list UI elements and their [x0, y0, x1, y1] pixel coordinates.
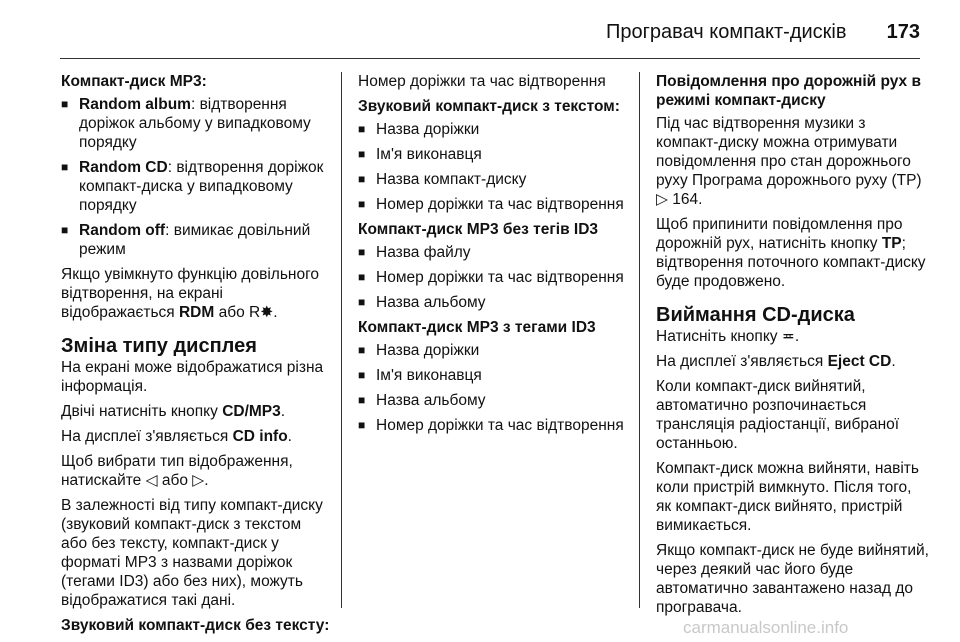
- text: Під час відтворення музики з компакт-диску можна отримувати повідомлення про стан дорожнього руху Програма дорожнього руху (TP): [656, 115, 922, 189]
- paragraph: [656, 352, 930, 371]
- column-divider-1: [341, 72, 342, 608]
- list-item-term: Random off: [79, 222, 166, 239]
- rdm-label: RDM: [178, 304, 215, 321]
- list-item-text: : відтворення доріжок компакт-диска у випадковому порядку: [79, 159, 324, 214]
- list-item: ■ Ім'я виконавця: [358, 366, 632, 385]
- list-item: ■ Назва доріжки: [358, 341, 632, 360]
- text: .: [273, 304, 278, 321]
- text: На дисплеї з'являється: [656, 353, 828, 370]
- paragraph: На екрані може відображатися різна інформація.: [61, 359, 324, 395]
- paragraph: [61, 402, 331, 421]
- page-title: Програвач компакт-дисків: [606, 21, 847, 43]
- text: або: [214, 304, 250, 321]
- info-list: [358, 243, 632, 312]
- button-name: TP: [881, 235, 902, 252]
- list-item: [61, 158, 331, 215]
- list-item-term: Random album: [79, 96, 191, 113]
- text: Двічі натисніть кнопку: [61, 403, 223, 420]
- column-1: [61, 72, 331, 639]
- list-item: [61, 95, 331, 152]
- list-item: ■ Назва альбому: [358, 391, 632, 410]
- paragraph: Коли компакт-диск вийнятий, автоматично розпочинається трансляція радіостанції, вибраної останньою.: [656, 378, 900, 452]
- button-name: CD/MP3: [222, 403, 281, 420]
- paragraph: Якщо компакт-диск не буде вийнятий, через деякий час його буде автоматично завантажено назад до програвача.: [656, 542, 929, 616]
- text: Щоб вибрати тип відображення, натискайте: [61, 453, 293, 489]
- text: .: [280, 403, 286, 420]
- display-text: CD info: [232, 428, 288, 445]
- random-note: [61, 265, 331, 322]
- text: .: [891, 353, 896, 370]
- paragraph: [61, 452, 331, 490]
- text: На дисплеї з'являється: [61, 428, 233, 445]
- paragraph: [61, 427, 331, 446]
- text: .: [794, 328, 800, 345]
- list-item-text: : вимикає довільний режим: [79, 222, 311, 258]
- group-heading: Компакт-диск MP3 з тегами ID3: [358, 319, 596, 336]
- page-reference: 164.: [667, 191, 703, 208]
- random-symbol-icon: R✸: [249, 304, 274, 321]
- paragraph: Номер доріжки та час відтворення: [358, 73, 606, 90]
- section-title-eject: Виймання CD-диска: [656, 304, 855, 326]
- paragraph: [656, 114, 930, 209]
- list-item-term: Random CD: [79, 159, 168, 176]
- list-item-text: : відтворення доріжок альбому у випадковому порядку: [79, 96, 311, 151]
- group-heading: Звуковий компакт-диск з текстом:: [358, 98, 620, 115]
- paragraph: Компакт-диск можна вийняти, навіть коли пристрій вимкнуто. Після того, як компакт-диск вийнято, пристрій вимикається.: [656, 460, 919, 534]
- text: Натисніть кнопку: [656, 328, 782, 345]
- text: або: [157, 472, 193, 489]
- list-item: ■ Назва компакт-диску: [358, 170, 632, 189]
- right-arrow-icon: ▷: [192, 472, 205, 489]
- page-header: [0, 0, 960, 58]
- list-item: ■ Назва доріжки: [358, 120, 632, 139]
- traffic-heading: Повідомлення про дорожній рух в режимі компакт-диску: [656, 73, 922, 109]
- text: .: [204, 472, 209, 489]
- column-2: [358, 72, 632, 441]
- page-reference-icon: ▷: [656, 191, 668, 208]
- column-3: [656, 72, 930, 623]
- mp3-heading: Компакт-диск MP3:: [61, 73, 207, 90]
- list-item: ■ Ім'я виконавця: [358, 145, 632, 164]
- list-item: ■ Номер доріжки та час відтворення: [358, 268, 632, 287]
- list-item: ■ Номер доріжки та час відтворення: [358, 416, 632, 435]
- display-text: Eject CD: [827, 353, 892, 370]
- list-item: [61, 221, 331, 259]
- list-item: ■ Назва файлу: [358, 243, 632, 262]
- list-item: ■ Назва альбому: [358, 293, 632, 312]
- paragraph: [656, 327, 930, 346]
- column-divider-2: [639, 72, 640, 608]
- watermark: carmanualsonline.info: [683, 618, 849, 637]
- eject-icon: ≖: [781, 328, 795, 345]
- header-rule: [60, 58, 920, 59]
- left-arrow-icon: ◁: [145, 472, 158, 489]
- random-list: [61, 95, 331, 259]
- page-number: 173: [886, 21, 920, 43]
- group-heading: Компакт-диск MP3 без тегів ID3: [358, 221, 599, 238]
- section-title-display-type: Зміна типу дисплея: [61, 335, 257, 357]
- text: ; відтворення поточного компакт-диску буде продовжено.: [656, 235, 926, 290]
- text: Щоб припинити повідомлення про дорожній рух, натисніть кнопку: [656, 216, 903, 252]
- info-list: [358, 341, 632, 435]
- audio-no-text-heading: Звуковий компакт-диск без тексту:: [61, 617, 330, 634]
- info-list: [358, 120, 632, 214]
- paragraph: [656, 215, 930, 291]
- paragraph: В залежності від типу компакт-диску (звуковий компакт-диск з текстом або без тексту, компакт-диск у форматі MP3 з назвами доріжок (тегами ID3) або без них), можуть відображатися такі дані.: [61, 497, 323, 609]
- text: Якщо увімкнуто функцію довільного відтворення, на екрані відображається: [61, 266, 320, 321]
- list-item: ■ Номер доріжки та час відтворення: [358, 195, 632, 214]
- text: .: [287, 428, 292, 445]
